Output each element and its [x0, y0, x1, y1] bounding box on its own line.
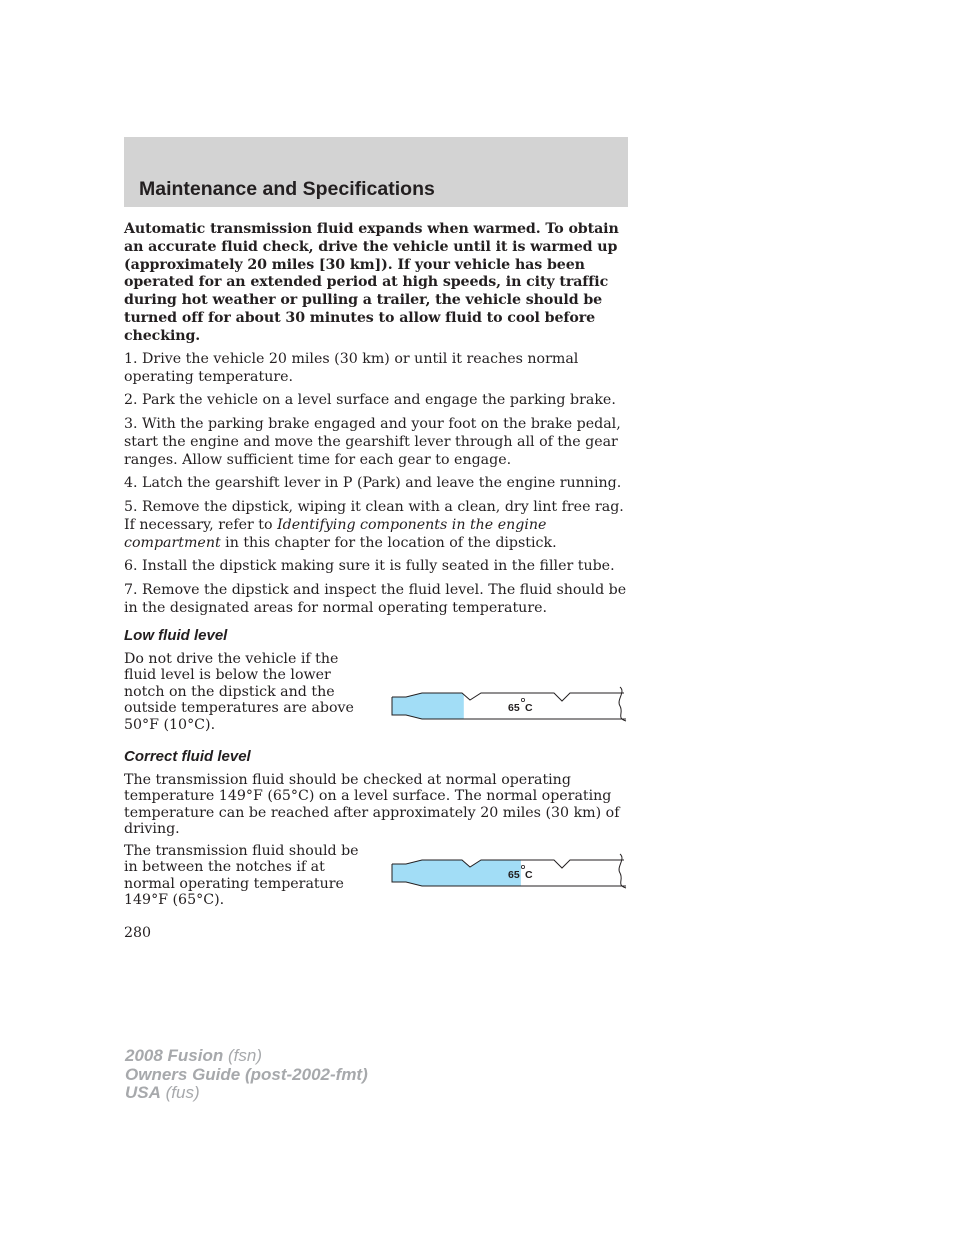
footer-market-code: (fus)	[160, 1083, 200, 1103]
warning-paragraph: Automatic transmission fluid expands when warmed. To obtain an accurate fluid check, drive the vehicle until it is warmed up (approximately 20 miles [30 km]). If your vehicle has been operated for an extended period at high speeds, in city traffic during hot weather or pulling a trailer, the vehicle should be turned off for about 30 minutes to allow fluid to cool before checking.	[124, 221, 619, 344]
step-5-text-end: in this chapter for the location of the dipstick.	[220, 534, 557, 551]
footer-info	[125, 1047, 368, 1103]
footer-market: USA	[125, 1083, 161, 1103]
dipstick-low-temp-label: 65	[508, 702, 520, 714]
dipstick-correct-temp-unit: C	[525, 869, 533, 881]
header-band	[124, 137, 628, 207]
low-fluid-heading: Low fluid level	[124, 627, 228, 644]
dipstick-correct-fluid	[390, 853, 521, 893]
low-fluid-text: Do not drive the vehicle if the fluid level is below the lower notch on the dipstick and the outside temperatures are above 50°F (10°C).	[124, 651, 354, 733]
dipstick-correct-diagram	[390, 853, 628, 893]
step-5-reference: Identifying components in the engine compartment	[124, 516, 547, 551]
step-5	[124, 499, 630, 552]
footer-line-1	[125, 1047, 368, 1066]
footer-line-3	[125, 1084, 368, 1103]
dipstick-correct-temp-label: 65	[508, 869, 520, 881]
step-1: 1. Drive the vehicle 20 miles (30 km) or until it reaches normal operating temperature.	[124, 351, 579, 385]
step-5-text: 5. Remove the dipstick, wiping it clean with a clean, dry lint free rag. If necessary, refer to	[124, 499, 624, 533]
section-title: Maintenance and Specifications	[139, 178, 435, 200]
step-6: 6. Install the dipstick making sure it is fully seated in the filler tube.	[124, 558, 615, 575]
correct-fluid-notches-text: The transmission fluid should be in between the notches if at normal operating temperature 149°F (65°C).	[124, 843, 359, 909]
step-3: 3. With the parking brake engaged and your foot on the brake pedal, start the engine and move the gearshift lever through all of the gear ranges. Allow sufficient time for each gear to engage.	[124, 416, 621, 468]
dipstick-low-temp-unit: C	[525, 702, 533, 714]
correct-fluid-heading: Correct fluid level	[124, 748, 251, 765]
procedure-steps	[124, 351, 630, 624]
footer-model: 2008 Fusion	[125, 1046, 224, 1065]
footer-guide: Owners Guide (post-2002-fmt)	[125, 1064, 368, 1084]
dipstick-low-fluid	[390, 686, 464, 726]
footer-line-2	[125, 1066, 368, 1085]
correct-fluid-text: The transmission fluid should be checked at normal operating temperature 149°F (65°C) on a level surface. The normal operating temperature can be reached after approximately 20 miles (30 km) of driving.	[124, 772, 620, 838]
footer-model-code: (fsn)	[223, 1046, 262, 1065]
step-2: 2. Park the vehicle on a level surface and engage the parking brake.	[124, 392, 616, 409]
step-7: 7. Remove the dipstick and inspect the fluid level. The fluid should be in the designated areas for normal operating temperature.	[124, 582, 627, 616]
step-4: 4. Latch the gearshift lever in P (Park) and leave the engine running.	[124, 475, 622, 492]
page-number: 280	[124, 925, 152, 941]
dipstick-low-diagram	[390, 686, 628, 726]
